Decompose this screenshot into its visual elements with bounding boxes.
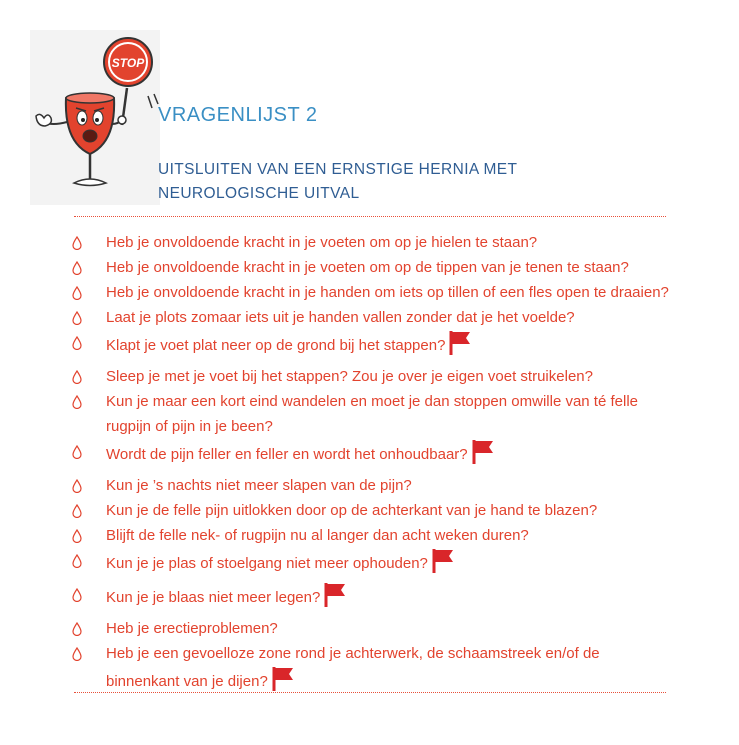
question-item [72,305,672,330]
question-text [106,255,672,280]
question-label: Kun je de felle pijn uitlokken door op de achterkant van je hand te blazen? [106,502,598,519]
question-text [106,230,672,255]
page-subtitle [158,158,517,206]
question-label: Laat je plots zomaar iets uit je handen vallen zonder dat je het voelde? [106,309,575,326]
drop-bullet-icon [72,498,106,523]
question-item [72,498,672,523]
drop-bullet-icon [72,389,106,414]
drop-bullet-icon [72,305,106,330]
red-flag-icon [272,666,294,700]
question-item [72,330,672,364]
drop-bullet-icon [72,280,106,305]
question-text [106,389,672,439]
question-label: Heb je onvoldoende kracht in je handen om iets op tillen of een fles open te draaien? [106,284,669,301]
drop-bullet-icon [72,364,106,389]
question-text [106,330,672,364]
question-item [72,548,672,582]
drop-bullet-icon [72,616,106,641]
question-text [106,439,672,473]
question-label: Kun je ’s nachts niet meer slapen van de pijn? [106,477,412,494]
drop-bullet-icon [72,255,106,280]
stop-mascot-illustration [30,30,160,205]
question-item [72,473,672,498]
drop-bullet-icon [72,473,106,498]
question-text [106,280,672,305]
question-item [72,616,672,641]
top-dotted-divider [74,216,666,217]
question-label: Sleep je met je voet bij het stappen? Zou je over je eigen voet struikelen? [106,368,593,385]
wine-glass-mascot-icon [30,30,160,205]
stop-sign-text: STOP [111,56,145,70]
drop-bullet-icon [72,523,106,548]
question-label: Klapt je voet plat neer op de grond bij het stappen? [106,337,446,354]
question-item [72,582,672,616]
question-item [72,230,672,255]
question-item [72,280,672,305]
question-label: Heb je erectieproblemen? [106,620,278,637]
question-text [106,364,672,389]
question-label: Kun je je plas of stoelgang niet meer ophouden? [106,555,428,572]
question-item [72,389,672,439]
question-label: Kun je maar een kort eind wandelen en moet je dan stoppen omwille van té felle rugpijn of pijn in je been? [106,393,638,435]
subtitle-line-1: UITSLUITEN VAN EEN ERNSTIGE HERNIA MET [158,161,518,178]
page-title: VRAGENLIJST 2 [158,104,318,126]
drop-bullet-icon [72,548,106,573]
question-text [106,582,672,616]
question-item [72,439,672,473]
question-label: Kun je je blaas niet meer legen? [106,589,321,606]
red-flag-icon [432,548,454,582]
drop-bullet-icon [72,582,106,607]
drop-bullet-icon [72,439,106,464]
question-item [72,364,672,389]
question-label: Heb je een gevoelloze zone rond je achterwerk, de schaamstreek en/of de binnenkant van je dijen? [106,645,600,690]
drop-bullet-icon [72,230,106,255]
subtitle-line-2: NEUROLOGISCHE UITVAL [158,185,360,202]
question-item [72,255,672,280]
bottom-dotted-divider [74,692,666,693]
question-item [72,523,672,548]
question-list [72,230,672,700]
question-text [106,473,672,498]
red-flag-icon [324,582,346,616]
question-label: Wordt de pijn feller en feller en wordt het onhoudbaar? [106,446,468,463]
question-text [106,548,672,582]
red-flag-icon [472,439,494,473]
drop-bullet-icon [72,641,106,666]
question-text [106,498,672,523]
question-text [106,305,672,330]
red-flag-icon [449,330,471,364]
question-label: Heb je onvoldoende kracht in je voeten om op de tippen van je tenen te staan? [106,259,629,276]
question-text [106,616,672,641]
question-label: Heb je onvoldoende kracht in je voeten om op je hielen te staan? [106,234,538,251]
drop-bullet-icon [72,330,106,355]
question-label: Blijft de felle nek- of rugpijn nu al langer dan acht weken duren? [106,527,529,544]
question-text [106,523,672,548]
